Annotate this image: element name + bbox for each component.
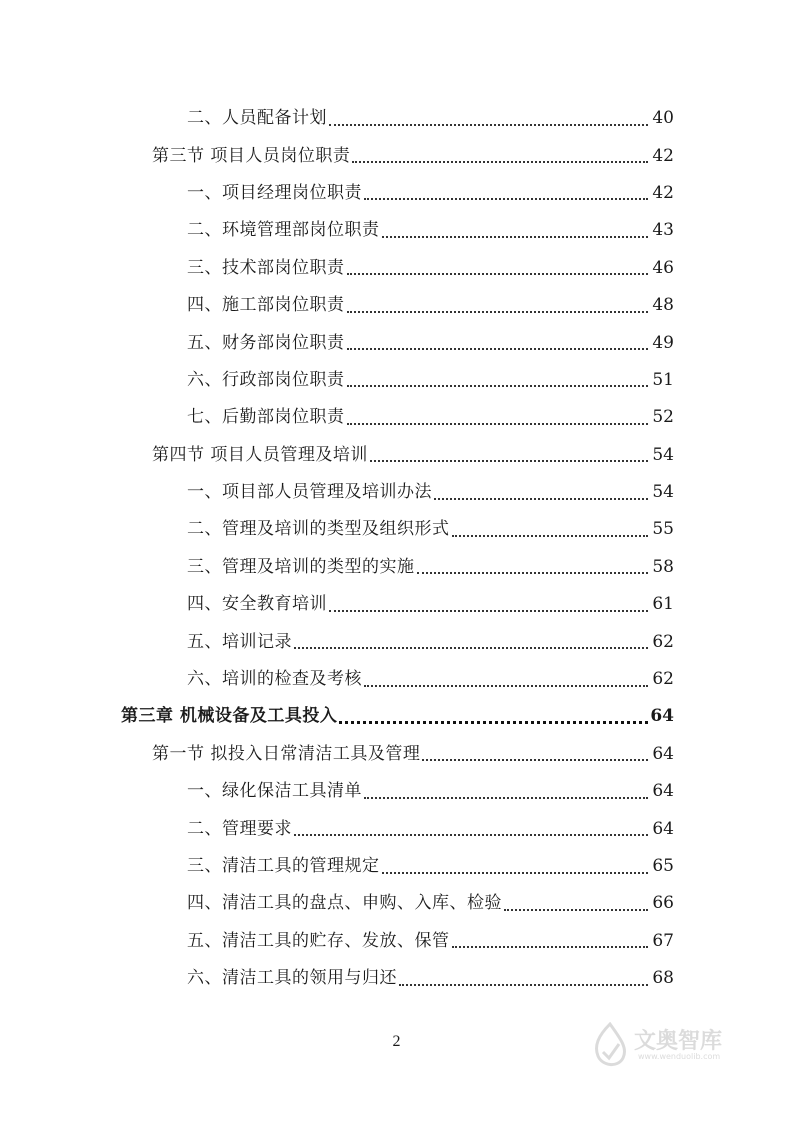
- toc-dot-leader: [504, 909, 648, 911]
- toc-entry-title: 第一节 拟投入日常清洁工具及管理: [152, 743, 421, 764]
- toc-dot-leader: [434, 498, 648, 500]
- toc-entry-page: 51: [652, 369, 674, 390]
- toc-dot-leader: [364, 685, 648, 687]
- toc-entry-title: 第三节 项目人员岗位职责: [152, 145, 351, 166]
- toc-entry[interactable]: [0, 437, 793, 474]
- toc-dot-leader: [422, 759, 648, 761]
- toc-dot-leader: [347, 311, 649, 313]
- toc-entry-title: 六、行政部岗位职责: [187, 369, 345, 390]
- toc-entry-page: 42: [652, 182, 674, 203]
- toc-entry-title: 二、管理要求: [187, 818, 292, 839]
- toc-dot-leader: [294, 834, 648, 836]
- toc-entry-title: 五、清洁工具的贮存、发放、保管: [187, 930, 450, 951]
- toc-dot-leader: [339, 721, 648, 724]
- toc-entry-page: 66: [652, 893, 674, 914]
- toc-entry-page: 52: [652, 407, 674, 428]
- toc-entry[interactable]: [0, 399, 793, 436]
- toc-entry-title: 一、项目部人员管理及培训办法: [187, 482, 432, 503]
- toc-entry-title: 七、后勤部岗位职责: [187, 407, 345, 428]
- toc-entry-page: 40: [652, 108, 674, 129]
- page-number: 2: [392, 1033, 401, 1050]
- toc-entry[interactable]: [0, 736, 793, 773]
- toc-entry-title: 五、培训记录: [187, 631, 292, 652]
- toc-entry[interactable]: [0, 250, 793, 287]
- toc-entry-title: 二、环境管理部岗位职责: [187, 220, 380, 241]
- toc-entry-title: 二、人员配备计划: [187, 108, 327, 129]
- toc-entry-page: 64: [652, 781, 674, 802]
- toc-dot-leader: [347, 385, 649, 387]
- watermark-text: 文奥智库: [634, 1029, 723, 1054]
- toc-dot-leader: [364, 797, 648, 799]
- toc-entry[interactable]: [0, 324, 793, 361]
- toc-entry-title: 六、清洁工具的领用与归还: [187, 968, 397, 989]
- toc-entry-page: 64: [650, 706, 674, 727]
- watermark: [590, 1018, 760, 1078]
- toc-entry[interactable]: [0, 960, 793, 997]
- toc-dot-leader: [382, 236, 649, 238]
- toc-dot-leader: [329, 124, 648, 126]
- watermark-url: www.wenduolib.com: [638, 1052, 721, 1061]
- toc-entry[interactable]: [0, 549, 793, 586]
- toc-dot-leader: [294, 647, 648, 649]
- toc-entry[interactable]: [0, 474, 793, 511]
- toc-entry-title: 第三章 机械设备及工具投入: [121, 706, 338, 727]
- toc-entry-page: 48: [652, 295, 674, 316]
- toc-dot-leader: [370, 460, 648, 462]
- toc-entry[interactable]: [0, 848, 793, 885]
- toc-dot-leader: [399, 984, 648, 986]
- toc-entry-page: 43: [652, 220, 674, 241]
- toc-entry[interactable]: [0, 362, 793, 399]
- toc-entry-title: 三、技术部岗位职责: [187, 257, 345, 278]
- toc-dot-leader: [452, 535, 649, 537]
- toc-dot-leader: [329, 610, 648, 612]
- wenao-logo-icon: [590, 1022, 630, 1072]
- toc-entry-page: 55: [652, 519, 674, 540]
- toc-entry-title: 二、管理及培训的类型及组织形式: [187, 519, 450, 540]
- toc-entry[interactable]: [0, 137, 793, 174]
- toc-entry[interactable]: [0, 511, 793, 548]
- toc-entry-title: 一、项目经理岗位职责: [187, 182, 362, 203]
- toc-dot-leader: [352, 161, 648, 163]
- toc-entry[interactable]: [0, 773, 793, 810]
- toc-entry[interactable]: [0, 175, 793, 212]
- toc-entry-page: 42: [652, 145, 674, 166]
- toc-dot-leader: [452, 946, 649, 948]
- toc-entry[interactable]: [0, 698, 793, 735]
- toc-dot-leader: [347, 273, 649, 275]
- toc-entry-title: 四、清洁工具的盘点、申购、入库、检验: [187, 893, 502, 914]
- toc-entry[interactable]: [0, 923, 793, 960]
- toc-entry-page: 54: [652, 482, 674, 503]
- table-of-contents: [0, 100, 793, 997]
- toc-entry[interactable]: [0, 885, 793, 922]
- toc-entry-page: 64: [652, 743, 674, 764]
- toc-entry[interactable]: [0, 661, 793, 698]
- toc-entry-page: 68: [652, 968, 674, 989]
- toc-entry-title: 五、财务部岗位职责: [187, 332, 345, 353]
- toc-entry-title: 六、培训的检查及考核: [187, 669, 362, 690]
- toc-entry-title: 一、绿化保洁工具清单: [187, 781, 362, 802]
- toc-dot-leader: [364, 198, 648, 200]
- toc-entry-page: 62: [652, 669, 674, 690]
- toc-entry-page: 64: [652, 818, 674, 839]
- toc-dot-leader: [382, 872, 649, 874]
- toc-entry[interactable]: [0, 623, 793, 660]
- toc-entry-page: 46: [652, 257, 674, 278]
- toc-dot-leader: [347, 423, 649, 425]
- toc-entry-page: 65: [652, 856, 674, 876]
- toc-entry[interactable]: [0, 212, 793, 249]
- toc-dot-leader: [347, 348, 649, 350]
- toc-entry-page: 67: [652, 930, 674, 951]
- toc-entry-page: 58: [652, 556, 674, 577]
- toc-entry-page: 62: [652, 631, 674, 652]
- toc-dot-leader: [417, 572, 649, 574]
- toc-entry-title: 四、施工部岗位职责: [187, 295, 345, 316]
- toc-entry-title: 四、安全教育培训: [187, 594, 327, 615]
- toc-entry-page: 61: [652, 594, 674, 615]
- toc-entry-page: 54: [652, 444, 674, 465]
- toc-entry[interactable]: [0, 586, 793, 623]
- toc-entry[interactable]: [0, 100, 793, 137]
- toc-entry-title: 第四节 项目人员管理及培训: [152, 444, 368, 465]
- toc-entry[interactable]: [0, 810, 793, 847]
- toc-entry-title: 三、清洁工具的管理规定: [187, 856, 380, 876]
- toc-entry-page: 49: [652, 332, 674, 353]
- toc-entry[interactable]: [0, 287, 793, 324]
- toc-entry-title: 三、管理及培训的类型的实施: [187, 556, 415, 577]
